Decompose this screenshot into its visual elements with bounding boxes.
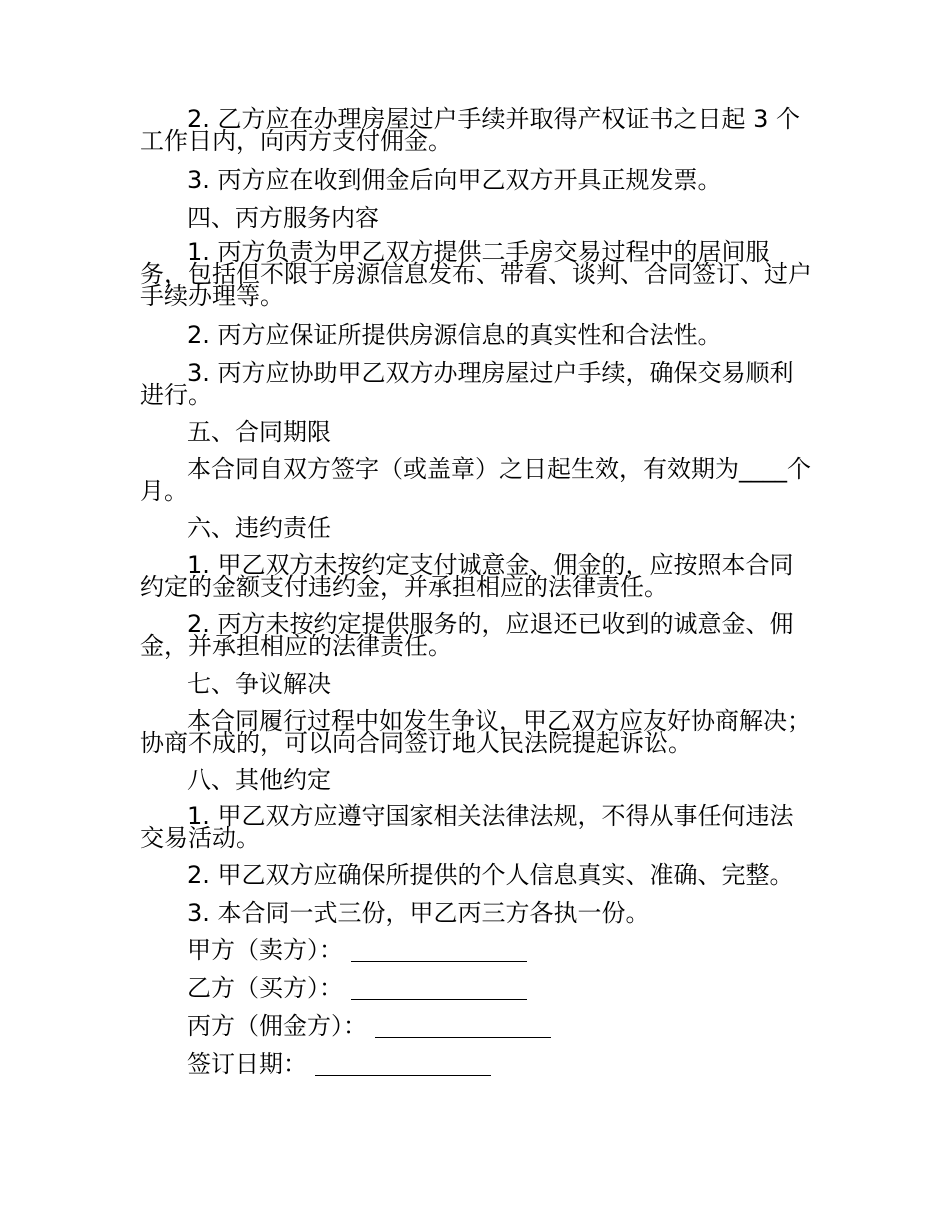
section-heading-7: 七、争议解决 <box>187 670 331 698</box>
section-heading-6: 六、违约责任 <box>187 514 331 542</box>
signature-party-c-blank <box>375 1013 551 1038</box>
clause-4-2: 2. 丙方应保证所提供房源信息的真实性和合法性。 <box>187 321 722 349</box>
section-heading-5: 五、合同期限 <box>187 418 331 446</box>
clause-8-3: 3. 本合同一式三份，甲乙丙三方各执一份。 <box>187 899 650 927</box>
signature-party-a <box>140 935 812 965</box>
clause-5-term: 本合同自双方签字（或盖章）之日起生效，有效期为____个月。 <box>140 455 811 505</box>
signature-party-c <box>140 1011 812 1041</box>
signature-party-b <box>140 973 812 1003</box>
clause-4-3: 3. 丙方应协助甲乙双方办理房屋过户手续，确保交易顺利进行。 <box>140 359 794 409</box>
clause-7-dispute: 本合同履行过程中如发生争议，甲乙双方应友好协商解决；协商不成的，可以向合同签订地人民法院提起诉讼。 <box>140 707 811 757</box>
signature-party-a-blank <box>351 937 527 962</box>
clause-3-2: 2. 乙方应在办理房屋过户手续并取得产权证书之日起 3 个工作日内，向丙方支付佣金。 <box>140 105 801 155</box>
section-heading-4: 四、丙方服务内容 <box>187 204 379 232</box>
signature-party-a-label: 甲方（卖方）： <box>187 936 343 964</box>
signature-date-label: 签订日期： <box>187 1050 307 1078</box>
clause-6-1: 1. 甲乙双方未按约定支付诚意金、佣金的，应按照本合同约定的金额支付违约金，并承担相应的法律责任。 <box>140 551 794 601</box>
section-heading-8: 八、其他约定 <box>187 766 331 794</box>
signature-party-c-label: 丙方（佣金方）： <box>187 1012 367 1040</box>
signature-party-b-blank <box>351 975 527 1000</box>
clause-8-2: 2. 甲乙双方应确保所提供的个人信息真实、准确、完整。 <box>187 861 794 889</box>
clause-6-2: 2. 丙方未按约定提供服务的，应退还已收到的诚意金、佣金，并承担相应的法律责任。 <box>140 610 794 660</box>
signature-date <box>140 1049 812 1079</box>
clause-8-1: 1. 甲乙双方应遵守国家相关法律法规，不得从事任何违法交易活动。 <box>140 802 794 852</box>
signature-party-b-label: 乙方（买方）： <box>187 974 343 1002</box>
clause-3-3: 3. 丙方应在收到佣金后向甲乙双方开具正规发票。 <box>187 166 722 194</box>
signature-date-blank <box>315 1051 491 1076</box>
clause-4-1: 1. 丙方负责为甲乙双方提供二手房交易过程中的居间服务，包括但不限于房源信息发布、带看、谈判、合同签订、过户手续办理等。 <box>140 238 812 310</box>
